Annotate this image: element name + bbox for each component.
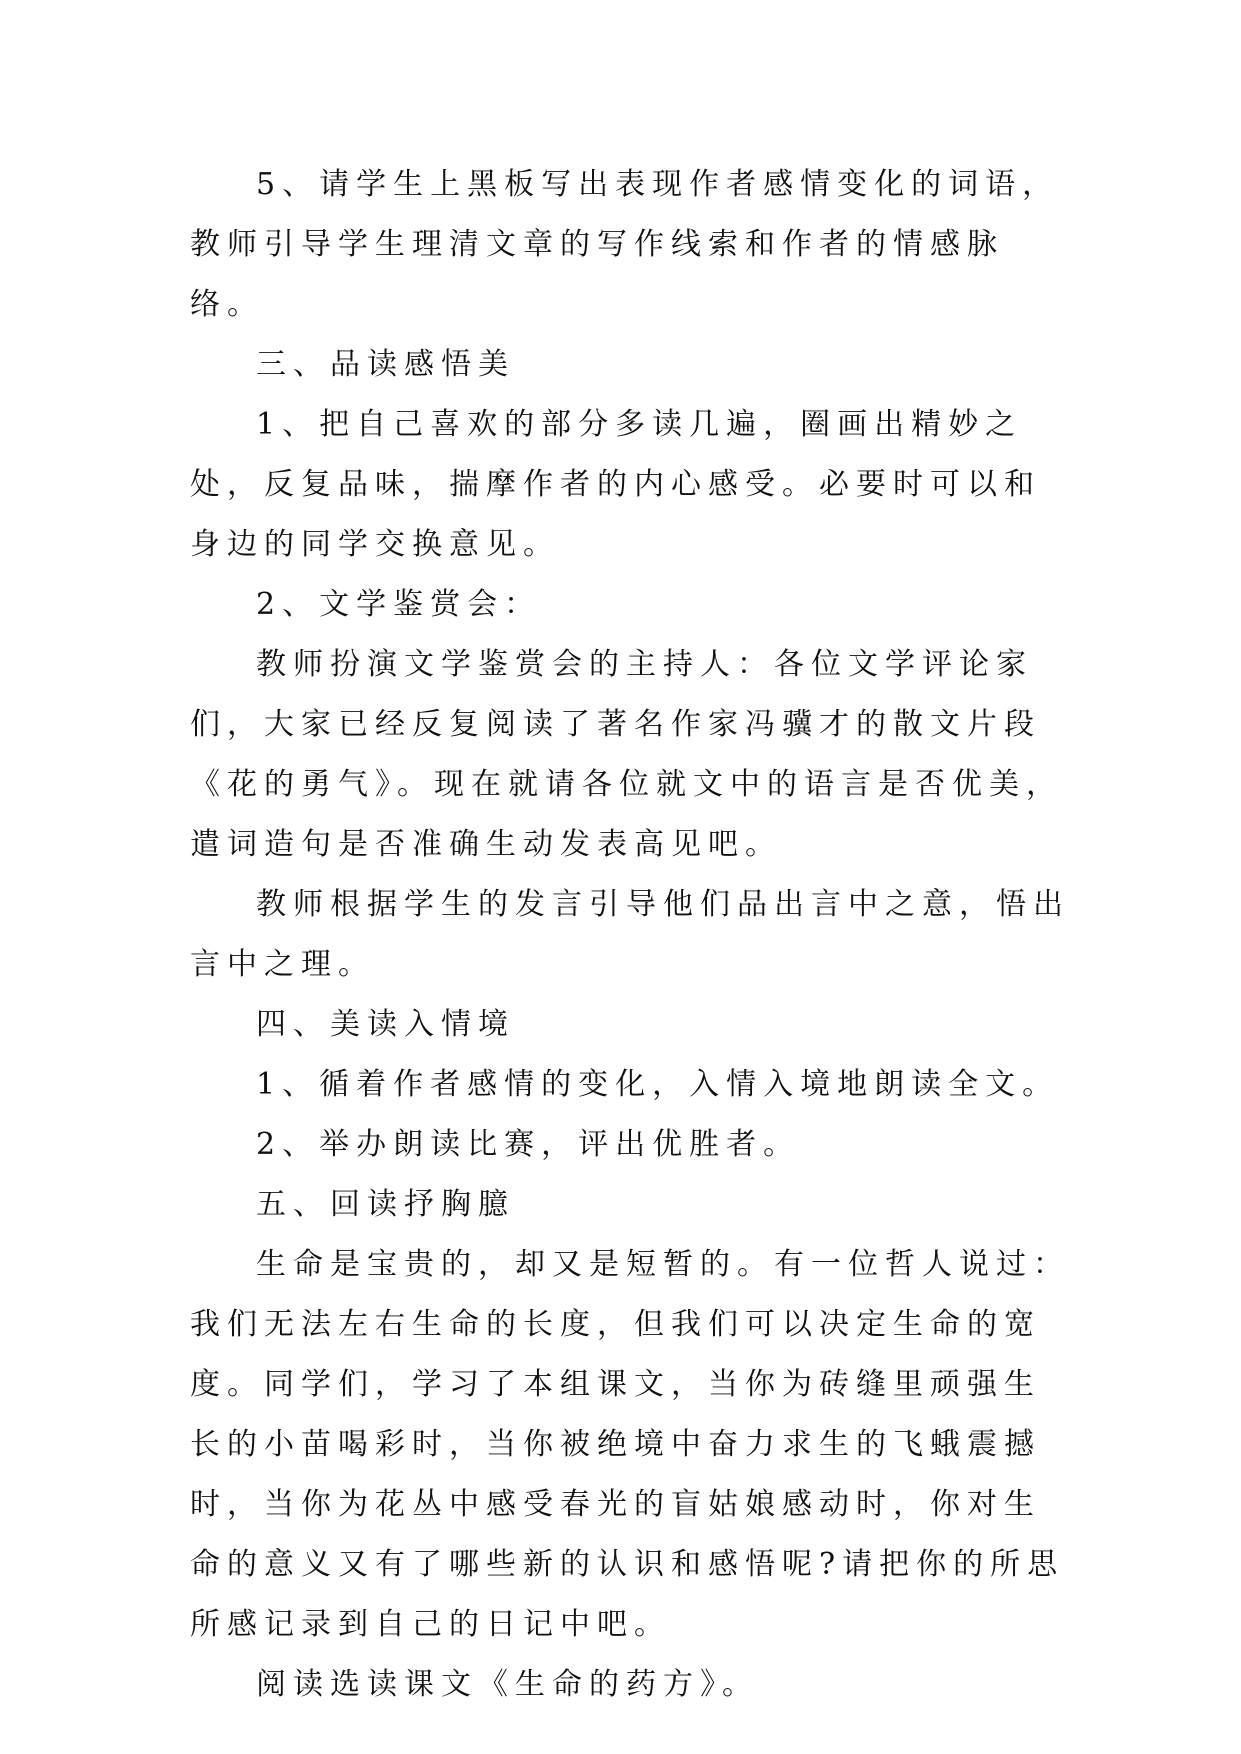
paragraph-extra-reading: 阅读选读课文《生命的药方》。 [256, 1667, 759, 1702]
section-heading-4: 四、美读入情境 [256, 1007, 515, 1042]
paragraph-read-aloud: 1、循着作者感情的变化，入情入境地朗读全文。 [256, 1067, 1060, 1102]
paragraph-contest: 2、举办朗读比赛，评出优胜者。 [256, 1127, 801, 1162]
document-body [190, 155, 1070, 1715]
paragraph-step-2: 2、文学鉴赏会： [256, 587, 542, 622]
paragraph-host-speech: 教师扮演文学鉴赏会的主持人：各位文学评论家们，大家已经反复阅读了著名作家冯骥才的散文片段《花的勇气》。现在就请各位就文中的语言是否优美，遣词造句是否准确生动发表高见吧。 [190, 647, 1063, 862]
paragraph-step-1: 1、把自己喜欢的部分多读几遍，圈画出精妙之处，反复品味，揣摩作者的内心感受。必要时可以和身边的同学交换意见。 [190, 407, 1041, 562]
section-heading-3: 三、品读感悟美 [256, 347, 515, 382]
paragraph-life-reflection: 生命是宝贵的，却又是短暂的。有一位哲人说过：我们无法左右生命的长度，但我们可以决定生命的宽度。同学们，学习了本组课文，当你为砖缝里顽强生长的小苗喝彩时，当你被绝境中奋力求生的飞蛾震撼时，当你为花丛中感受春光的盲姑娘感动时，你对生命的意义又有了哪些新的认识和感悟呢?请把你的所思所感记录到自己的日记中吧。 [190, 1247, 1070, 1642]
section-heading-5: 五、回读抒胸臆 [256, 1187, 515, 1222]
paragraph-teacher-guide: 教师根据学生的发言引导他们品出言中之意，悟出言中之理。 [190, 887, 1070, 982]
paragraph-step-5: 5、请学生上黑板写出表现作者感情变化的词语，教师引导学生理清文章的写作线索和作者的情感脉络。 [190, 167, 1060, 322]
